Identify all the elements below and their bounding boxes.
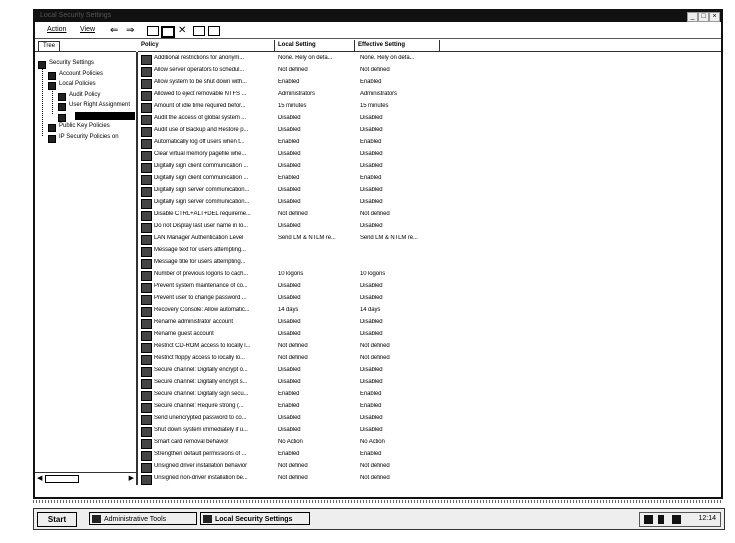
minimize-button[interactable]: _ xyxy=(687,12,698,22)
policy-icon xyxy=(141,127,152,137)
effective-setting: Disabled xyxy=(360,295,383,301)
export-list-icon[interactable] xyxy=(208,26,220,36)
policy-icon xyxy=(141,67,152,77)
effective-setting: Disabled xyxy=(360,319,383,325)
policy-name: Clear virtual memory pagefile whe... xyxy=(154,151,247,157)
effective-setting: Disabled xyxy=(360,151,383,157)
folder-icon xyxy=(48,135,56,143)
show-hide-tree-icon[interactable] xyxy=(161,26,175,38)
policy-name: Audit the access of global system ... xyxy=(154,115,247,121)
policy-name: Digitally sign client communication ... xyxy=(154,175,249,181)
effective-setting: Disabled xyxy=(360,115,383,121)
table-row[interactable] xyxy=(138,174,698,185)
table-row[interactable] xyxy=(138,102,698,113)
scroll-thumb[interactable] xyxy=(45,475,79,483)
effective-setting: Disabled xyxy=(360,199,383,205)
forward-button[interactable]: ⇒ xyxy=(126,25,135,36)
policy-icon xyxy=(141,163,152,173)
table-row[interactable] xyxy=(138,402,698,413)
status-divider xyxy=(33,500,723,503)
policy-name: LAN Manager Authentication Level xyxy=(154,235,244,241)
local-setting: 10 logons xyxy=(278,271,304,277)
task-label: Administrative Tools xyxy=(104,516,167,523)
table-row[interactable] xyxy=(138,78,698,89)
policy-name: Digitally sign client communication ... xyxy=(154,163,249,169)
table-row[interactable] xyxy=(138,162,698,173)
table-row[interactable] xyxy=(138,138,698,149)
policy-name: Allow system to be shut down with... xyxy=(154,79,247,85)
effective-setting: 15 minutes xyxy=(360,103,389,109)
effective-setting: Not defined xyxy=(360,343,390,349)
policy-name: Message title for users attempting... xyxy=(154,259,246,265)
local-setting: 14 days xyxy=(278,307,299,313)
effective-setting: Administrators xyxy=(360,91,397,97)
tree-pane xyxy=(35,52,138,485)
effective-setting: Send LM & NTLM re... xyxy=(360,235,418,241)
column-header-effective-setting[interactable]: Effective Setting xyxy=(355,40,440,51)
table-row[interactable] xyxy=(138,318,698,329)
policy-icon xyxy=(141,211,152,221)
policy-name: Secure channel: Digitally encrypt s... xyxy=(154,379,248,385)
local-setting: Disabled xyxy=(278,127,301,133)
maximize-button[interactable]: □ xyxy=(698,12,709,22)
table-row[interactable] xyxy=(138,246,698,257)
policy-name: Prevent system maintenance of co... xyxy=(154,283,248,289)
effective-setting: Disabled xyxy=(360,127,383,133)
policy-name: Shut down system immediately if u... xyxy=(154,427,248,433)
effective-setting: Enabled xyxy=(360,175,382,181)
table-row[interactable] xyxy=(138,222,698,233)
policy-name: Strengthen default permissions of ... xyxy=(154,451,247,457)
policy-name: Number of previous logons to cach... xyxy=(154,271,249,277)
tree-tabs xyxy=(35,40,136,52)
policy-icon xyxy=(141,463,152,473)
table-row[interactable] xyxy=(138,150,698,161)
table-row[interactable] xyxy=(138,234,698,245)
policy-name: Disable CTRL+ALT+DEL requireme... xyxy=(154,211,251,217)
folder-icon xyxy=(48,72,56,80)
effective-setting: Not defined xyxy=(360,355,390,361)
local-setting: Enabled xyxy=(278,451,300,457)
effective-setting: 14 days xyxy=(360,307,381,313)
monitor-icon[interactable] xyxy=(672,515,681,524)
policy-icon xyxy=(141,91,152,101)
policy-icon xyxy=(141,199,152,209)
back-button[interactable]: ⇐ xyxy=(110,25,119,36)
table-row[interactable] xyxy=(138,90,698,101)
local-setting: Not defined xyxy=(278,211,308,217)
policy-icon xyxy=(141,427,152,437)
policy-name: Audit use of Backup and Restore p... xyxy=(154,127,249,133)
table-row[interactable] xyxy=(138,366,698,377)
policy-name: Secure channel: Require strong (... xyxy=(154,403,244,409)
policy-name: Send unencrypted password to co... xyxy=(154,415,247,421)
effective-setting: Disabled xyxy=(360,367,383,373)
folder-icon xyxy=(48,124,56,132)
folder-icon xyxy=(48,82,56,90)
folder-icon xyxy=(58,103,66,111)
table-row[interactable] xyxy=(138,438,698,449)
policy-name: Message text for users attempting... xyxy=(154,247,246,253)
table-row[interactable] xyxy=(138,474,698,485)
table-row[interactable] xyxy=(138,126,698,137)
policy-name: Automatically log off users when t... xyxy=(154,139,245,145)
effective-setting: Not defined xyxy=(360,475,390,481)
policy-icon xyxy=(141,175,152,185)
policy-icon xyxy=(141,379,152,389)
local-setting: Disabled xyxy=(278,223,301,229)
tree-node[interactable]: User Right Assignment xyxy=(69,102,131,108)
menu-bar xyxy=(35,24,721,39)
tree-node[interactable]: Audit Policy xyxy=(69,91,101,98)
effective-setting: None. Rely on defa... xyxy=(360,55,415,61)
policy-icon xyxy=(141,451,152,461)
local-setting: Enabled xyxy=(278,175,300,181)
effective-setting: Disabled xyxy=(360,283,383,289)
table-row[interactable] xyxy=(138,294,698,305)
local-setting: No Action xyxy=(278,439,303,445)
policy-name: Secure channel: Digitally sign secu... xyxy=(154,391,249,397)
policy-name: Smart card removal behavior xyxy=(154,439,229,445)
local-setting: Disabled xyxy=(278,379,301,385)
folder-icon xyxy=(58,114,66,122)
local-setting: Administrators xyxy=(278,91,315,97)
table-row[interactable] xyxy=(138,258,698,269)
tree-hscrollbar[interactable] xyxy=(35,472,136,483)
policy-icon xyxy=(141,247,152,257)
table-row[interactable] xyxy=(138,282,698,293)
policy-icon xyxy=(141,319,152,329)
policy-name: Amount of idle time required befor... xyxy=(154,103,246,109)
table-row[interactable] xyxy=(138,210,698,221)
policy-icon xyxy=(141,259,152,269)
local-setting: Enabled xyxy=(278,391,300,397)
policy-name: Restrict floppy access to locally lo... xyxy=(154,355,245,361)
policy-icon xyxy=(141,343,152,353)
column-header-local-setting[interactable]: Local Setting xyxy=(275,40,355,51)
policy-icon xyxy=(141,295,152,305)
local-setting: Disabled xyxy=(278,115,301,121)
policy-icon xyxy=(141,139,152,149)
folder-icon xyxy=(58,93,66,101)
list-header xyxy=(138,40,721,52)
effective-setting: Enabled xyxy=(360,79,382,85)
effective-setting: Disabled xyxy=(360,187,383,193)
policy-icon xyxy=(141,271,152,281)
local-setting: Disabled xyxy=(278,283,301,289)
table-row[interactable] xyxy=(138,54,698,65)
local-setting: None. Rely on defa... xyxy=(278,55,333,61)
local-setting: Disabled xyxy=(278,367,301,373)
tree-node[interactable]: Public Key Policies xyxy=(59,123,110,129)
local-setting: Disabled xyxy=(278,319,301,325)
effective-setting: Disabled xyxy=(360,163,383,169)
table-row[interactable] xyxy=(138,414,698,425)
local-setting: Disabled xyxy=(278,427,301,433)
start-button[interactable]: Start xyxy=(37,512,77,527)
policy-icon xyxy=(141,151,152,161)
table-row[interactable] xyxy=(138,354,698,365)
policy-icon xyxy=(141,79,152,89)
policy-icon xyxy=(141,331,152,341)
menu-view[interactable]: View xyxy=(80,26,96,33)
local-setting: Disabled xyxy=(278,163,301,169)
policy-icon xyxy=(141,187,152,197)
close-button[interactable]: × xyxy=(709,12,720,22)
policy-icon xyxy=(141,403,152,413)
local-setting: Enabled xyxy=(278,403,300,409)
local-setting: Not defined xyxy=(278,463,308,469)
policy-icon xyxy=(141,415,152,425)
table-row[interactable] xyxy=(138,462,698,473)
tree-node[interactable]: Account Policies xyxy=(59,70,104,77)
tree-selection[interactable] xyxy=(75,112,135,120)
table-row[interactable] xyxy=(138,270,698,281)
table-row[interactable] xyxy=(138,114,698,125)
effective-setting: No Action xyxy=(360,439,385,445)
effective-setting: Enabled xyxy=(360,391,382,397)
local-setting: Not defined xyxy=(278,355,308,361)
scroll-right-icon[interactable]: ▶ xyxy=(128,475,134,482)
network-icon[interactable] xyxy=(644,515,653,524)
scroll-left-icon[interactable]: ◀ xyxy=(37,475,43,482)
local-setting: Disabled xyxy=(278,151,301,157)
table-row[interactable] xyxy=(138,450,698,461)
local-setting: Disabled xyxy=(278,199,301,205)
policy-icon xyxy=(141,115,152,125)
policy-name: Digitally sign server communication... xyxy=(154,187,250,193)
window-title: Local Security Settings xyxy=(40,12,112,19)
table-row[interactable] xyxy=(138,186,698,197)
tree-node[interactable]: IP Security Policies on xyxy=(59,133,119,140)
local-setting: Not defined xyxy=(278,343,308,349)
volume-icon[interactable] xyxy=(658,515,664,524)
policy-name: Restrict CD-ROM access to locally l... xyxy=(154,343,251,349)
main-window xyxy=(33,9,723,499)
policy-name: Additional restrictions for anonym... xyxy=(154,55,245,61)
policy-icon xyxy=(141,235,152,245)
policy-name: Prevent user to change password ... xyxy=(154,295,247,301)
tree-node[interactable]: Local Policies xyxy=(59,81,96,87)
effective-setting: 10 logons xyxy=(360,271,386,277)
task-administrative-tools[interactable] xyxy=(89,512,197,525)
policy-name: Unsigned non-driver installation be... xyxy=(154,475,248,481)
local-setting: Disabled xyxy=(278,415,301,421)
system-tray xyxy=(639,512,721,527)
local-setting: Disabled xyxy=(278,295,301,301)
policy-icon xyxy=(141,439,152,449)
title-bar[interactable] xyxy=(35,11,721,22)
local-setting: Disabled xyxy=(278,331,301,337)
policy-name: Recovery Console: Allow automatic... xyxy=(154,307,250,313)
policy-list xyxy=(138,40,721,486)
task-local-security-settings[interactable] xyxy=(200,512,310,525)
local-setting: Disabled xyxy=(278,187,301,193)
policy-icon xyxy=(141,223,152,233)
policy-icon xyxy=(141,55,152,65)
tree-node[interactable]: Security Settings xyxy=(49,60,95,66)
table-row[interactable] xyxy=(138,390,698,401)
clock: 12:14 xyxy=(698,515,716,522)
local-setting: Enabled xyxy=(278,139,300,145)
table-row[interactable] xyxy=(138,330,698,341)
policy-icon xyxy=(141,307,152,317)
policy-name: Rename guest account xyxy=(154,331,214,337)
effective-setting: Disabled xyxy=(360,427,383,433)
table-row[interactable] xyxy=(138,378,698,389)
policy-name: Digitally sign server communication... xyxy=(154,199,250,205)
policy-name: Secure channel: Digitally encrypt o... xyxy=(154,367,248,373)
effective-setting: Enabled xyxy=(360,451,382,457)
policy-name: Allowed to eject removable NTFS ... xyxy=(154,91,247,97)
task-label: Local Security Settings xyxy=(215,516,293,523)
policy-name: Unsigned driver installation behavior xyxy=(154,463,248,469)
local-setting: 15 minutes xyxy=(278,103,307,109)
policy-icon xyxy=(141,391,152,401)
effective-setting: Enabled xyxy=(360,403,382,409)
table-row[interactable] xyxy=(138,306,698,317)
column-header-policy[interactable]: Policy xyxy=(138,40,275,51)
effective-setting: Not defined xyxy=(360,67,390,73)
up-folder-icon[interactable] xyxy=(147,26,159,36)
taskbar xyxy=(33,508,725,530)
effective-setting: Disabled xyxy=(360,379,383,385)
refresh-icon[interactable] xyxy=(193,26,205,36)
policy-icon xyxy=(141,475,152,485)
effective-setting: Disabled xyxy=(360,415,383,421)
delete-button[interactable]: ✕ xyxy=(178,25,187,36)
security-icon xyxy=(203,515,212,523)
table-row[interactable] xyxy=(138,198,698,209)
local-setting: Enabled xyxy=(278,79,300,85)
table-row[interactable] xyxy=(138,426,698,437)
effective-setting: Disabled xyxy=(360,223,383,229)
effective-setting: Not defined xyxy=(360,463,390,469)
tab-tree[interactable]: Tree xyxy=(38,41,60,51)
local-setting: Send LM & NTLM re... xyxy=(278,235,336,241)
policy-name: Do not Display last user name in lo... xyxy=(154,223,248,229)
policy-icon xyxy=(141,367,152,377)
local-setting: Not defined xyxy=(278,475,308,481)
folder-icon xyxy=(38,61,46,69)
table-row[interactable] xyxy=(138,342,698,353)
effective-setting: Not defined xyxy=(360,211,390,217)
policy-name: Rename administrator account xyxy=(154,319,233,325)
policy-name: Allow server operators to schedul... xyxy=(154,67,245,73)
effective-setting: Enabled xyxy=(360,139,382,145)
folder-icon xyxy=(92,515,101,523)
policy-icon xyxy=(141,103,152,113)
table-row[interactable] xyxy=(138,66,698,77)
local-setting: Not defined xyxy=(278,67,308,73)
policy-icon xyxy=(141,355,152,365)
effective-setting: Disabled xyxy=(360,331,383,337)
policy-icon xyxy=(141,283,152,293)
menu-action[interactable]: Action xyxy=(47,26,67,33)
